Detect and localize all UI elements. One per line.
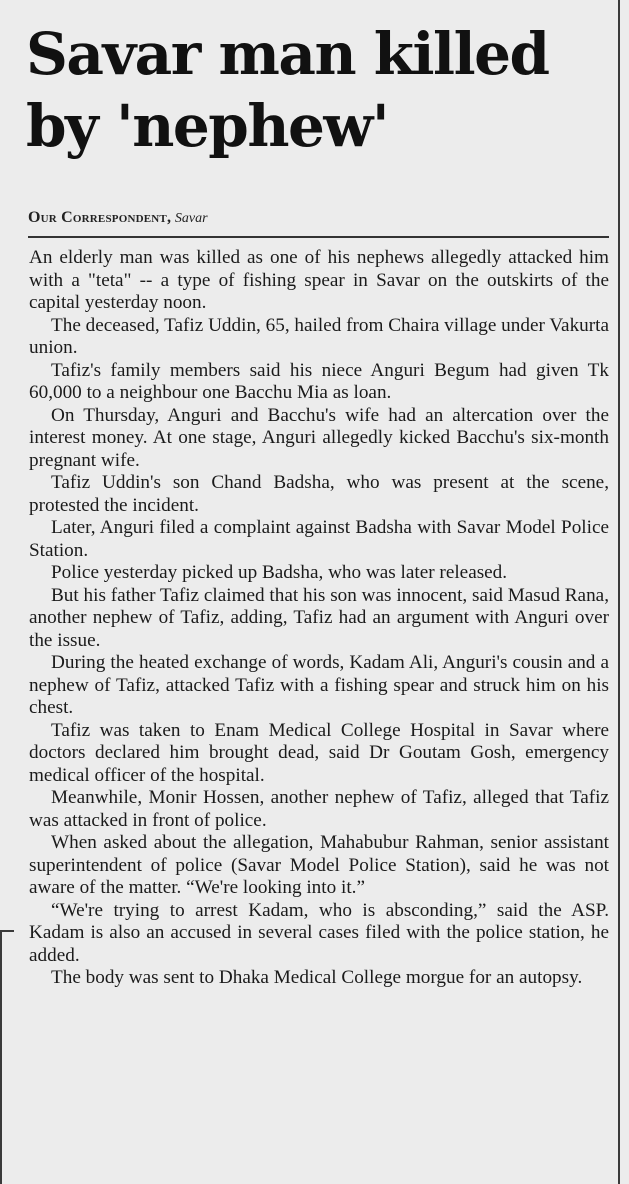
paragraph: Meanwhile, Monir Hossen, another nephew of Tafiz, alleged that Tafiz was attacked in front of police. (29, 787, 609, 831)
paragraph: Tafiz was taken to Enam Medical College Hospital in Savar where doctors declared him brought dead, said Dr Goutam Gosh, emergency medical officer of the hospital. (29, 719, 609, 786)
byline (28, 209, 606, 227)
paragraph: An elderly man was killed as one of his nephews allegedly attacked him with a "teta" -- a type of fishing spear in Savar on the outskirts of the capital yesterday noon. (29, 247, 609, 313)
paragraph: When asked about the allegation, Mahabubur Rahman, senior assistant superintendent of police (Savar Model Police Station), said he was not aware of the matter. “We're looking into it.” (29, 832, 609, 898)
article-body (29, 247, 609, 990)
headline: Savar man killed by 'nephew' (26, 20, 549, 160)
paragraph: Later, Anguri filed a complaint against Badsha with Savar Model Police Station. (29, 517, 609, 561)
byline-author: Our Correspondent, (28, 209, 172, 226)
column-divider-left (0, 930, 2, 1184)
paragraph: The deceased, Tafiz Uddin, 65, hailed from Chaira village under Vakurta union. (29, 314, 609, 358)
byline-place: Savar (174, 211, 208, 226)
paragraph: The body was sent to Dhaka Medical College morgue for an autopsy. (51, 967, 583, 988)
paragraph: But his father Tafiz claimed that his son was innocent, said Masud Rana, another nephew of Tafiz, adding, Tafiz had an argument with Anguri over the issue. (29, 584, 609, 651)
column-divider-left-tick (0, 930, 14, 932)
column-divider-right (618, 0, 620, 1184)
paragraph: Tafiz Uddin's son Chand Badsha, who was present at the scene, protested the incident. (29, 472, 609, 516)
paragraph: Tafiz's family members said his niece Anguri Begum had given Tk 60,000 to a neighbour one Bacchu Mia as loan. (29, 359, 609, 403)
byline-rule (28, 236, 609, 238)
paragraph: On Thursday, Anguri and Bacchu's wife had an altercation over the interest money. At one stage, Anguri allegedly kicked Bacchu's six-month pregnant wife. (29, 404, 609, 471)
paragraph: During the heated exchange of words, Kadam Ali, Anguri's cousin and a nephew of Tafiz, attacked Tafiz with a fishing spear and struck him on his chest. (29, 652, 609, 718)
paragraph: “We're trying to arrest Kadam, who is absconding,” said the ASP. Kadam is also an accused in several cases filed with the police station, he added. (29, 899, 609, 966)
paragraph: Police yesterday picked up Badsha, who was later released. (51, 562, 508, 583)
